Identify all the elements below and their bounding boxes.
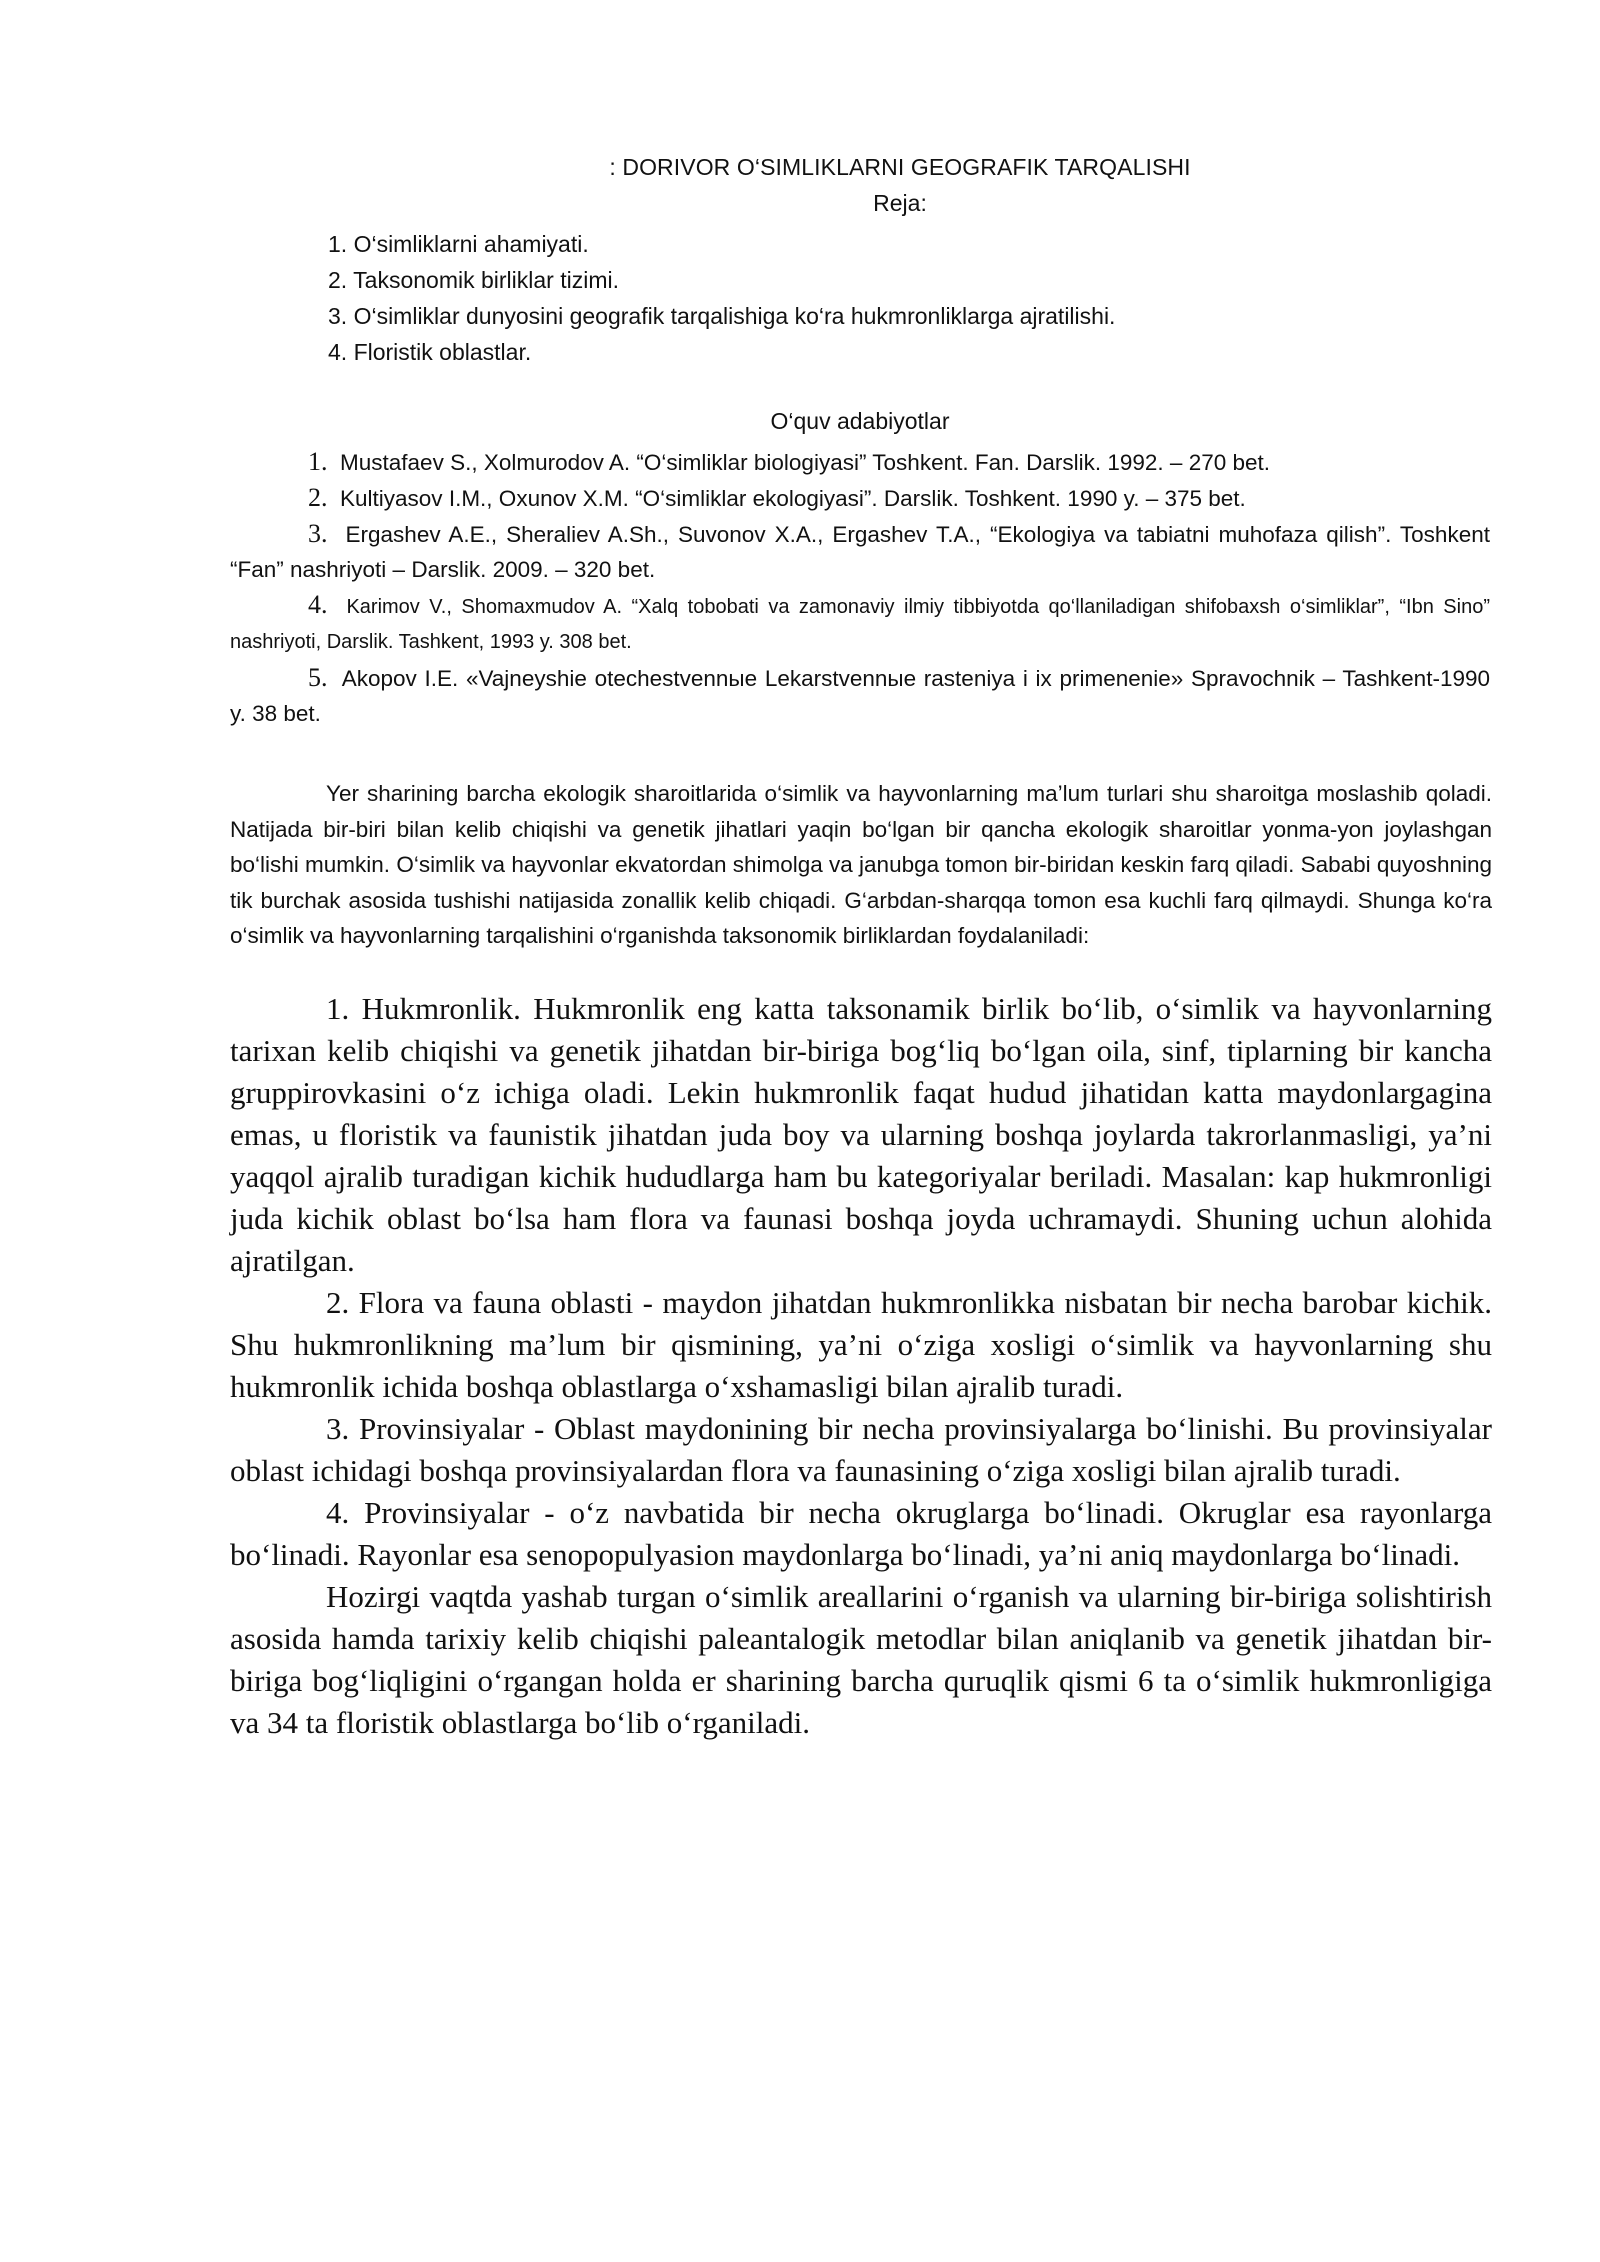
reference-text: Karimov V., Shomaxmudov A. “Xalq tobobati va zamonaviy ilmiy tibbiyotda qo‘llaniladigan shifobaxsh o‘simliklar”, “Ibn Sino” nashriyoti, Darslik. Tashkent, 1993 y. 308 bet.	[230, 596, 1490, 653]
reference-number: 5.	[308, 663, 328, 692]
plan-heading: Reja:	[873, 190, 927, 216]
reference-number: 4.	[308, 590, 328, 619]
reference-item	[230, 480, 1490, 516]
literature-heading: O‘quv adabiyotlar	[770, 408, 950, 434]
intro-paragraph: Yer sharining barcha ekologik sharoitlarida o‘simlik va hayvonlarning ma’lum turlari shu sharoitga moslashib qoladi. Natijada bir-biri bilan kelib chiqishi va genetik jihatlari yaqin bo‘lgan bir qancha ekologik sharoitlar yonma-yon joylashgan bo‘lishi mumkin. O‘simlik va hayvonlar ekvatordan shimolga va janubga tomon bir-biridan keskin farq qiladi. Sababi quyoshning tik burchak asosida tushishi natijasida zonallik kelib chiqadi. G‘arbdan-sharqqa tomon esa kuchli farq qilmaydi. Shunga ko‘ra o‘simlik va hayvonlarning tarqalishini o‘rganishda taksonomik birliklardan foydalaniladi:	[230, 781, 1492, 948]
document-title: : DORIVOR O‘SIMLIKLARNI GEOGRAFIK TARQALISHI	[609, 154, 1191, 180]
plan-item: 3. O‘simliklar dunyosini geografik tarqalishiga ko‘ra hukmronliklarga ajratilishi.	[328, 303, 1116, 329]
plan-list	[328, 226, 1115, 370]
reference-list	[230, 444, 1490, 731]
reference-number: 3.	[308, 519, 328, 548]
reference-item	[230, 516, 1490, 587]
reference-text: Mustafaev S., Xolmurodov A. “O‘simliklar biologiyasi” Toshkent. Fan. Darslik. 1992. – 270 bet.	[340, 450, 1271, 475]
reference-text: Kultiyasov I.M., Oxunov X.M. “O‘simliklar ekologiyasi”. Darslik. Toshkent. 1990 y. – 375 bet.	[340, 486, 1246, 511]
reference-number: 1.	[308, 447, 328, 476]
plan-item: 2. Taksonomik birliklar tizimi.	[328, 267, 619, 293]
reference-number: 2.	[308, 483, 328, 512]
main-text	[230, 988, 1492, 1744]
body-paragraph: 2. Flora va fauna oblasti - maydon jihatdan hukmronlikka nisbatan bir necha barobar kichik. Shu hukmronlikning ma’lum bir qismining, ya’ni o‘ziga xosligi o‘simlik va hayvonlarning shu hukmronlik ichida boshqa oblastlarga o‘xshamasligi bilan ajralib turadi.	[230, 1285, 1492, 1404]
body-paragraph: 3. Provinsiyalar - Oblast maydonining bir necha provinsiyalarga bo‘linishi. Bu provinsiyalar oblast ichidagi boshqa provinsiyalardan flora va faunasining o‘ziga xosligi bilan ajralib turadi.	[230, 1411, 1492, 1488]
body-paragraph: Hozirgi vaqtda yashab turgan o‘simlik areallarini o‘rganish va ularning bir-biriga solishtirish asosida hamda tarixiy kelib chiqishi paleantalogik metodlar bilan aniqlanib va genetik jihatdan bir-biriga bog‘liqligini o‘rgangan holda er sharining barcha quruqlik qismi 6 ta o‘simlik hukmronligiga va 34 ta floristik oblastlarga bo‘lib o‘rganiladi.	[230, 1579, 1492, 1740]
plan-item: 1. O‘simliklarni ahamiyati.	[328, 231, 589, 257]
reference-text: Akopov I.E. «Vajneyshie otechestvennые Lekarstvennые rasteniya i ix primenenie» Spravochnik – Tashkent-1990 y. 38 bet.	[230, 666, 1490, 726]
reference-text: Ergashev A.E., Sheraliev A.Sh., Suvonov X.A., Ergashev T.A., “Ekologiya va tabiatni muhofaza qilish”. Toshkent “Fan” nashriyoti – Darslik. 2009. – 320 bet.	[230, 522, 1490, 582]
body-paragraph: 1. Hukmronlik. Hukmronlik eng katta taksonamik birlik bo‘lib, o‘simlik va hayvonlarning tarixan kelib chiqishi va genetik jihatdan bir-biriga bog‘liq bo‘lgan oila, sinf, tiplarning bir kancha gruppirovkasini o‘z ichiga oladi. Lekin hukmronlik faqat hudud jihatidan katta maydonlargagina emas, u floristik va faunistik jihatdan juda boy va ularning boshqa joylarda takrorlanmasligi, ya’ni yaqqol ajralib turadigan kichik hududlarga ham bu kategoriyalar beriladi. Masalan: kap hukmronligi juda kichik oblast bo‘lsa ham flora va faunasi boshqa joyda uchramaydi. Shuning uchun alohida ajratilgan.	[230, 991, 1492, 1278]
body-paragraph: 4. Provinsiyalar - o‘z navbatida bir necha okruglarga bo‘linadi. Okruglar esa rayonlarga bo‘linadi. Rayonlar esa senopopulyasion maydonlarga bo‘linadi, ya’ni aniq maydonlarga bo‘linadi.	[230, 1495, 1492, 1572]
reference-item	[230, 587, 1490, 660]
reference-item	[230, 660, 1490, 731]
plan-item: 4. Floristik oblastlar.	[328, 339, 532, 365]
reference-item	[230, 444, 1490, 480]
